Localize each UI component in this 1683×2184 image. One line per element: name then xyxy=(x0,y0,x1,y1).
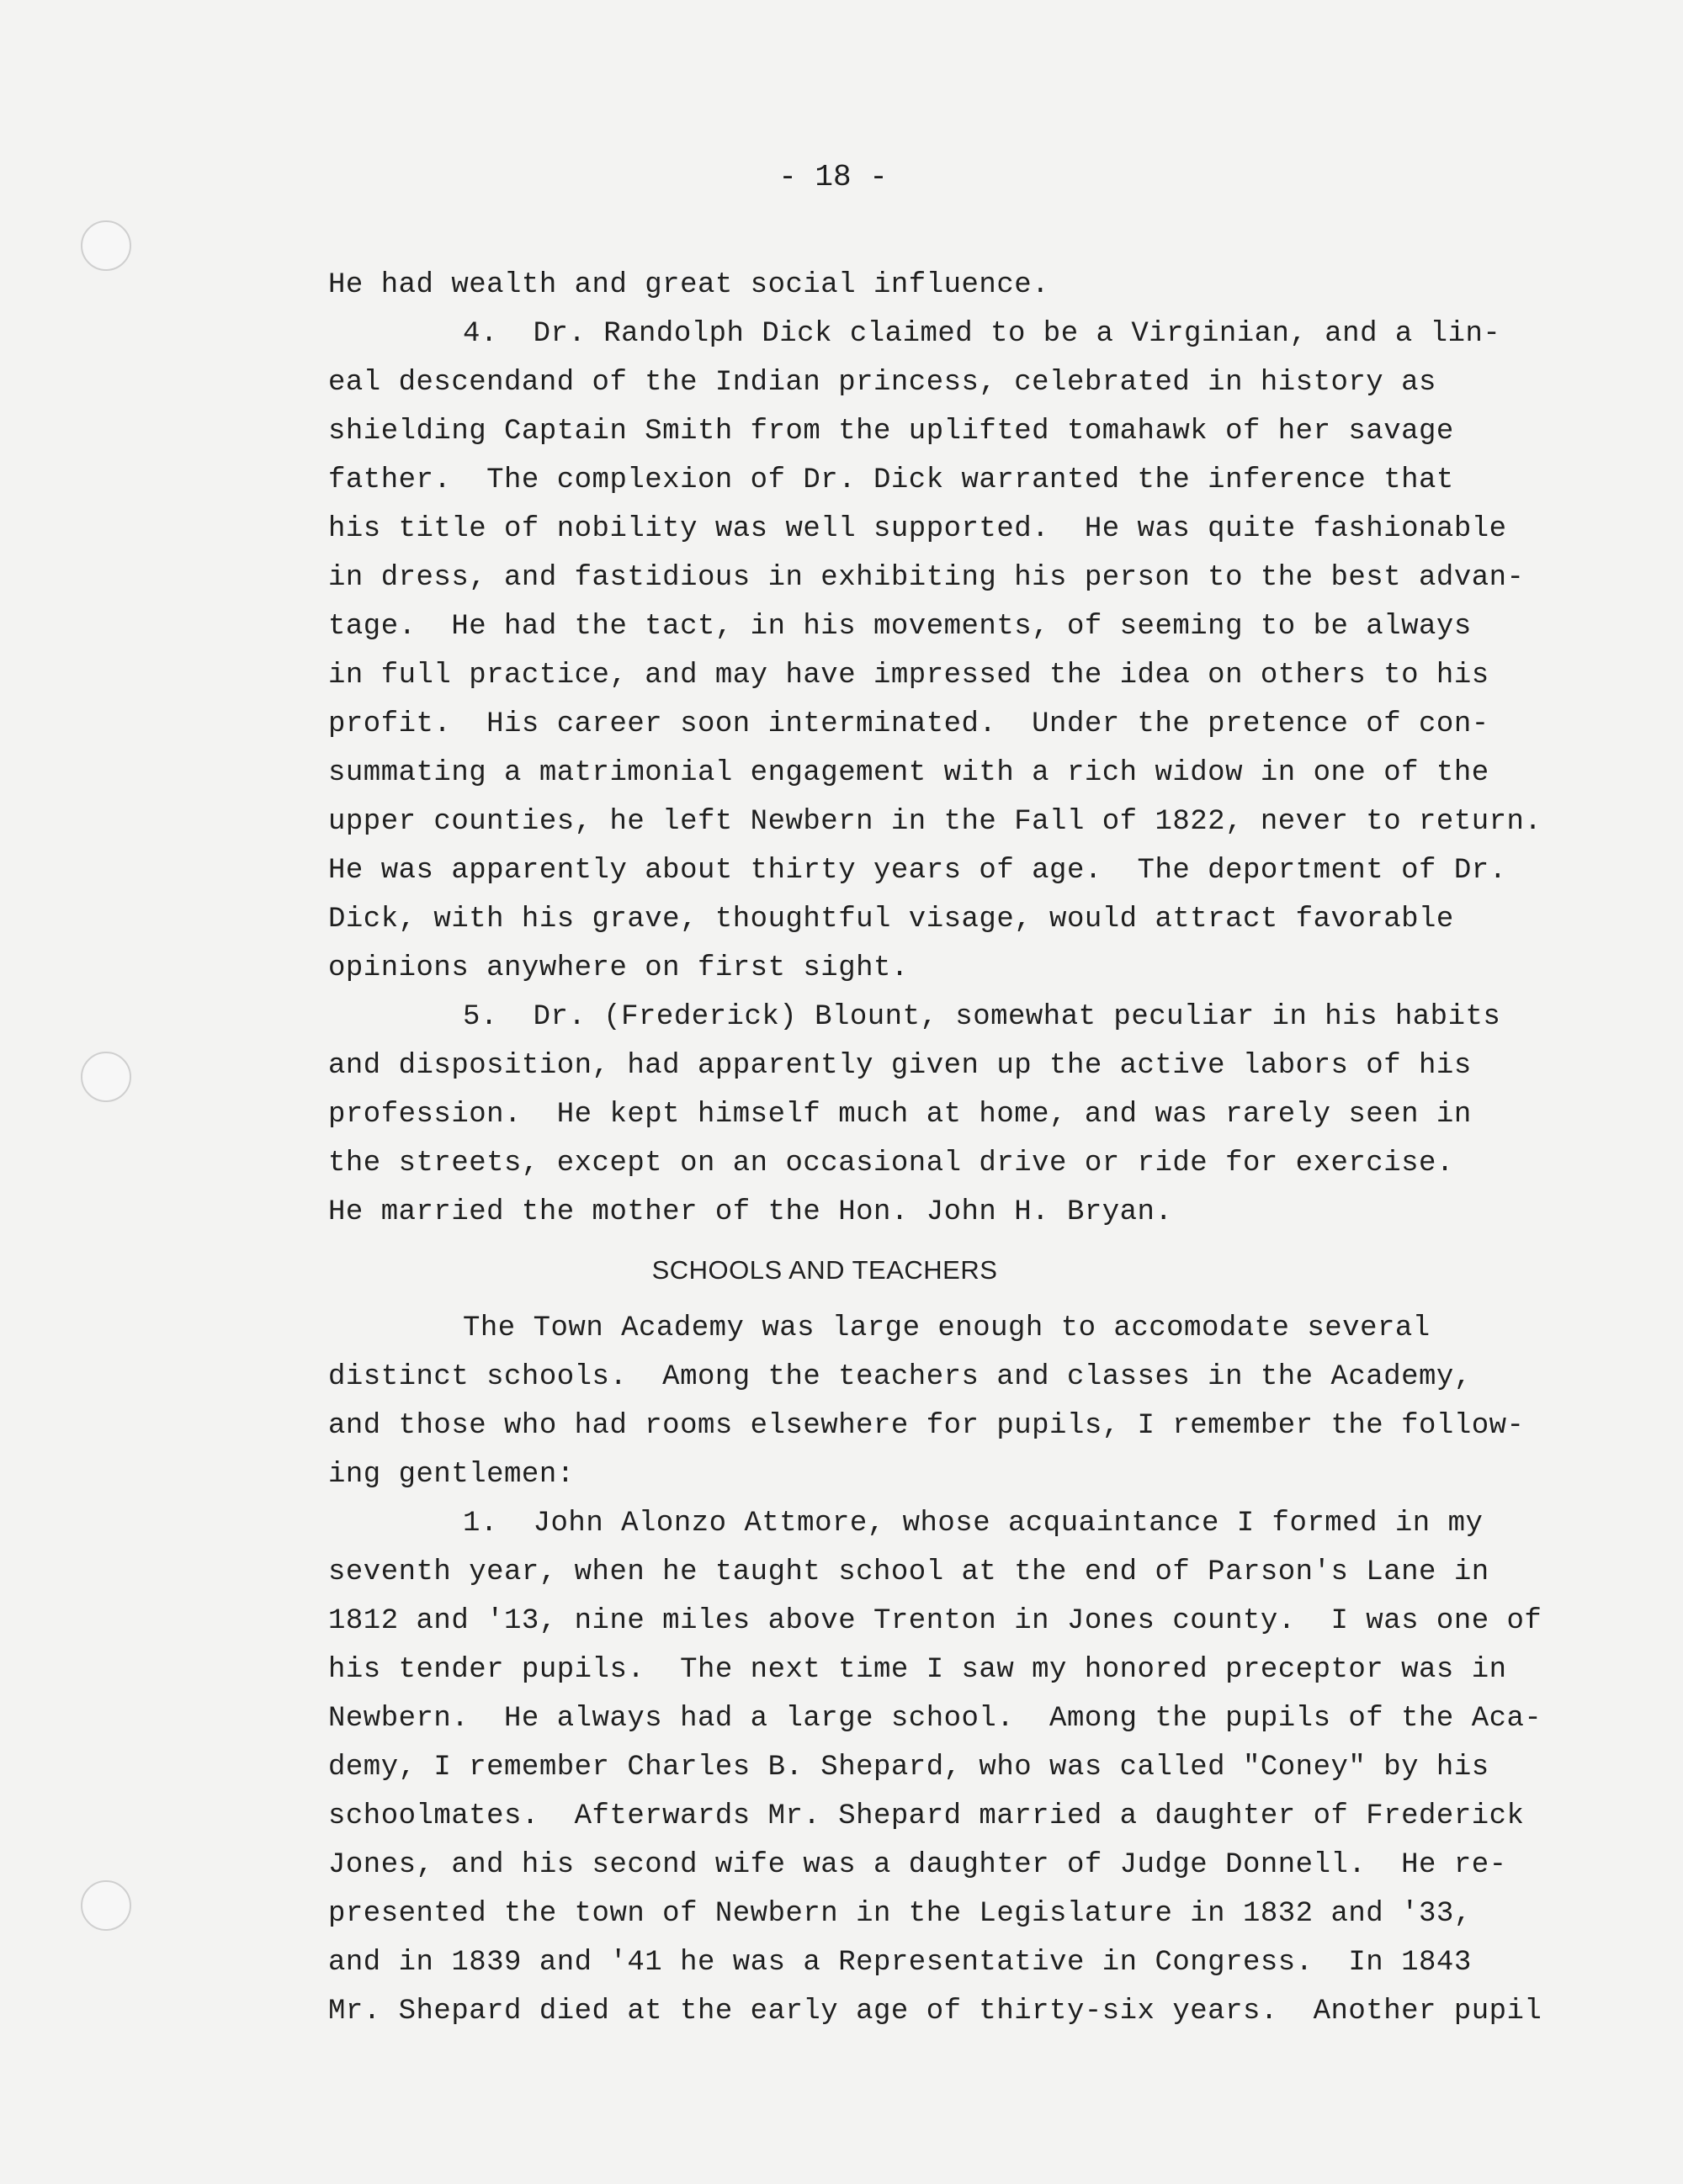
text-line: He had wealth and great social influence. xyxy=(328,269,1050,301)
binder-hole-middle xyxy=(81,1052,131,1102)
text-line: his title of nobility was well supported. He was quite fashionable xyxy=(328,513,1507,545)
text-line: Dick, with his grave, thoughtful visage, would attract favorable xyxy=(328,904,1454,936)
text-line: summating a matrimonial engagement with a rich widow in one of the xyxy=(328,757,1489,789)
text-line: profit. His career soon interminated. Under the pretence of con- xyxy=(328,708,1489,740)
text-line: and disposition, had apparently given up the active labors of his xyxy=(328,1050,1472,1082)
text-line: profession. He kept himself much at home, and was rarely seen in xyxy=(328,1099,1472,1131)
document-body xyxy=(328,261,1542,2036)
paragraph xyxy=(328,261,1489,310)
text-line: Newbern. He always had a large school. Among the pupils of the Aca- xyxy=(328,1703,1542,1735)
text-line: in dress, and fastidious in exhibiting his person to the best advan- xyxy=(328,562,1525,594)
text-line: the streets, except on an occasional drive or ride for exercise. xyxy=(328,1148,1454,1179)
text-line: eal descendand of the Indian princess, celebrated in history as xyxy=(328,367,1436,399)
paragraph xyxy=(328,1499,1542,2036)
text-line: distinct schools. Among the teachers and classes in the Academy, xyxy=(328,1361,1472,1393)
text-line: and in 1839 and '41 he was a Representative in Congress. In 1843 xyxy=(328,1947,1472,1979)
text-line: presented the town of Newbern in the Legislature in 1832 and '33, xyxy=(328,1898,1472,1930)
binder-hole-top xyxy=(81,220,131,271)
text-line: He was apparently about thirty years of age. The deportment of Dr. xyxy=(328,855,1507,887)
text-line: demy, I remember Charles B. Shepard, who was called "Coney" by his xyxy=(328,1752,1489,1784)
text-line: in full practice, and may have impressed the idea on others to his xyxy=(328,660,1489,692)
text-line: seventh year, when he taught school at the end of Parson's Lane in xyxy=(328,1556,1489,1588)
text-line: ing gentlemen: xyxy=(328,1459,575,1491)
text-line: father. The complexion of Dr. Dick warranted the inference that xyxy=(328,464,1454,496)
text-line: 1812 and '13, nine miles above Trenton in Jones county. I was one of xyxy=(328,1605,1542,1637)
binder-hole-bottom xyxy=(81,1880,131,1931)
text-line: schoolmates. Afterwards Mr. Shepard married a daughter of Frederick xyxy=(328,1800,1525,1832)
paragraph xyxy=(328,310,1542,993)
page-number: - 18 - xyxy=(778,160,888,194)
paragraph xyxy=(328,1304,1525,1499)
text-line: 4. Dr. Randolph Dick claimed to be a Virginian, and a lin- xyxy=(463,318,1501,350)
text-line: opinions anywhere on first sight. xyxy=(328,952,909,984)
text-line: 5. Dr. (Frederick) Blount, somewhat peculiar in his habits xyxy=(463,1001,1501,1033)
text-line: tage. He had the tact, in his movements, of seeming to be always xyxy=(328,611,1472,643)
text-line: Mr. Shepard died at the early age of thirty-six years. Another pupil xyxy=(328,1996,1542,2028)
paragraph xyxy=(328,993,1501,1237)
text-line: He married the mother of the Hon. John H. Bryan. xyxy=(328,1196,1173,1228)
text-line: Jones, and his second wife was a daughter of Judge Donnell. He re- xyxy=(328,1849,1507,1881)
text-line: his tender pupils. The next time I saw my honored preceptor was in xyxy=(328,1654,1507,1686)
text-line: upper counties, he left Newbern in the Fall of 1822, never to return. xyxy=(328,806,1542,838)
text-line: and those who had rooms elsewhere for pupils, I remember the follow- xyxy=(328,1410,1525,1442)
section-heading: SCHOOLS AND TEACHERS xyxy=(651,1255,998,1285)
text-line: The Town Academy was large enough to accomodate several xyxy=(463,1312,1431,1344)
text-line: 1. John Alonzo Attmore, whose acquaintance I formed in my xyxy=(463,1508,1484,1540)
text-line: shielding Captain Smith from the uplifted tomahawk of her savage xyxy=(328,416,1454,448)
